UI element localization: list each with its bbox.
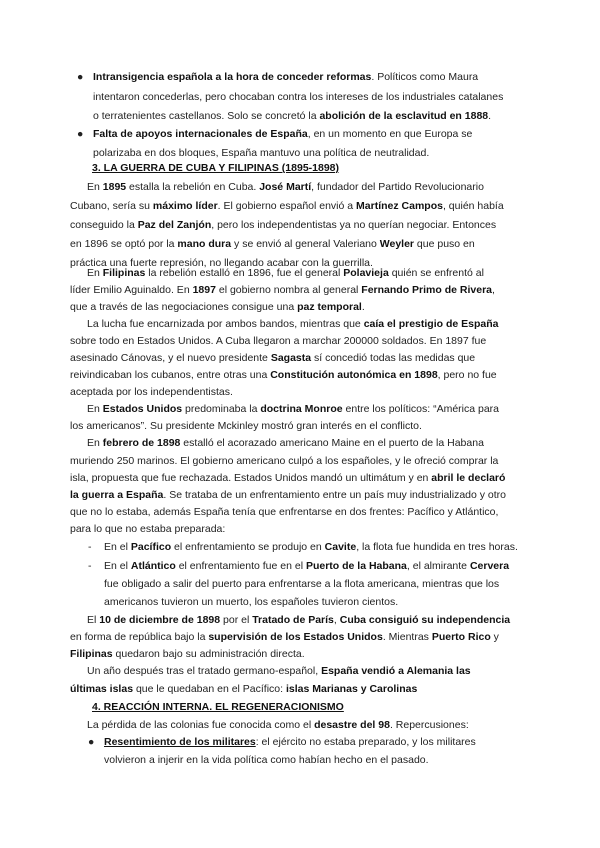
text-run: el gobierno nombra al general	[215, 284, 362, 296]
text-run: Cubano, sería su	[70, 200, 153, 212]
text-run: la rebelión estalló en 1896, fue el general	[145, 267, 344, 279]
bold-text-run: España vendió a Alemania las	[321, 665, 471, 677]
text-run: y se envió al general Valeriano	[231, 238, 380, 250]
bold-text-run: 1895	[102, 181, 127, 193]
bold-text-run: Cervera	[469, 560, 510, 572]
text-run: . El gobierno español envió a	[217, 200, 357, 212]
text-line	[70, 335, 486, 347]
text-run: americanos tuvieron un muerto, los españoles tuvieron cientos.	[104, 596, 399, 608]
bold-text-run: Paz del Zanjón	[137, 219, 212, 231]
text-run: En el	[104, 560, 131, 572]
bold-text-run: Fernando Primo de Rivera	[361, 284, 492, 296]
bold-text-run: supervisión de los Estados Unidos	[208, 631, 383, 643]
bold-text-run: abril le declaró	[431, 472, 506, 484]
bullet-dot-2: ●	[77, 128, 84, 140]
text-run: que a través de las negociaciones consigue una	[70, 301, 298, 313]
text-line	[87, 403, 499, 415]
text-line	[70, 420, 422, 432]
bold-text-run: Cavite	[324, 541, 357, 553]
bullet-dash-1: -	[88, 541, 92, 553]
text-run: estalla la rebelión en Cuba.	[126, 181, 260, 193]
bold-text-run: Intransigencia española a la hora de conceder reformas	[93, 71, 372, 83]
text-line	[70, 472, 505, 484]
text-run: .	[488, 110, 492, 122]
text-run: quedaron bajo su administración directa.	[112, 648, 305, 660]
text-run: , la flota fue hundida en tres horas.	[356, 541, 518, 553]
bold-text-run: José Martí	[259, 181, 312, 193]
text-line	[70, 352, 475, 364]
text-run: que puso en	[414, 238, 475, 250]
text-run: en forma de república bajo la	[70, 631, 209, 643]
bold-text-run: febrero de 1898	[102, 437, 181, 449]
bold-text-run: Polavieja	[343, 267, 389, 279]
section-heading-3: 3. LA GUERRA DE CUBA Y FILIPINAS (1895-1898)	[92, 162, 340, 174]
text-run: polarizaba en dos bloques, España mantuvo una política de neutralidad.	[93, 147, 430, 159]
text-line	[87, 719, 469, 731]
bold-text-run: Resentimiento de los militares	[104, 736, 256, 748]
text-line	[93, 91, 503, 103]
bold-text-run: Martínez Campos	[356, 200, 443, 212]
bold-text-run: abolición de la esclavitud en 1888	[319, 110, 489, 122]
bold-text-run: 1897	[192, 284, 216, 296]
text-run: entre los políticos: “América para	[342, 403, 500, 415]
text-line	[70, 386, 233, 398]
text-line	[93, 128, 472, 140]
bold-text-run: Puerto Rico	[431, 631, 491, 643]
bold-text-run: 10 de diciembre de 1898	[99, 614, 221, 626]
text-run: ,	[492, 284, 495, 296]
text-run: práctica una fuerte represión, no llegando acabar con la guerrilla.	[70, 257, 373, 269]
text-line	[70, 219, 496, 231]
text-run: y	[490, 631, 499, 643]
bold-text-run: desastre del 98	[314, 719, 390, 731]
text-run: En	[87, 403, 103, 415]
text-line	[70, 523, 225, 535]
bullet-dot-3: ●	[88, 736, 95, 748]
bold-text-run: Falta de apoyos internacionales de España	[93, 128, 308, 140]
text-run: fue obligado a salir del puerto para enfrentarse a la flota americana, mientras que los	[104, 578, 500, 590]
text-run: el enfrentamiento fue en el	[175, 560, 306, 572]
text-line	[70, 200, 504, 212]
bold-text-run: Weyler	[379, 238, 415, 250]
text-line	[104, 578, 499, 590]
section-heading-4: 4. REACCIÓN INTERNA. EL REGENERACIONISMO	[92, 701, 344, 713]
bold-text-run: islas Marianas y Carolinas	[285, 683, 418, 695]
text-run: En	[87, 437, 103, 449]
bold-text-run: Pacífico	[130, 541, 172, 553]
bold-text-run: Cuba consiguió su independencia	[339, 614, 511, 626]
text-run: , en un momento en que Europa se	[307, 128, 473, 140]
bold-text-run: máximo líder	[152, 200, 218, 212]
text-line	[104, 736, 476, 748]
text-line	[104, 754, 429, 766]
bullet-dash-2: -	[88, 560, 92, 572]
text-run: , quién había	[442, 200, 504, 212]
text-run: estalló el acorazado americano Maine en el puerto de la Habana	[180, 437, 484, 449]
bold-text-run: Sagasta	[270, 352, 312, 364]
bold-text-run: Estados Unidos	[102, 403, 183, 415]
bold-text-run: mano dura	[177, 238, 232, 250]
text-line	[87, 665, 471, 677]
bold-text-run: caía el prestigio de España	[363, 318, 499, 330]
text-run: asesinado Cánovas, y el nuevo presidente	[70, 352, 271, 364]
text-run: , pero los independentistas ya no querían negociar. Entonces	[211, 219, 497, 231]
text-line	[70, 506, 498, 518]
text-run: sí concedió todas las medidas que	[311, 352, 476, 364]
bullet-dot-1: ●	[77, 71, 84, 83]
text-line	[104, 596, 398, 608]
text-line	[87, 181, 484, 193]
text-run: , fundador del Partido Revolucionario	[311, 181, 484, 193]
bold-text-run: Filipinas	[102, 267, 146, 279]
text-line	[70, 301, 365, 313]
text-run: quién se enfrentó al	[388, 267, 484, 279]
text-run: por el	[220, 614, 253, 626]
text-line	[93, 147, 429, 159]
text-run: El	[87, 614, 100, 626]
text-run: : el ejército no estaba preparado, y los militares	[255, 736, 476, 748]
text-run: predominaba la	[182, 403, 261, 415]
text-run: . Políticos como Maura	[371, 71, 479, 83]
text-line	[93, 71, 478, 83]
text-run: La lucha fue encarnizada por ambos bandos, mientras que	[87, 318, 364, 330]
bold-text-run: paz temporal	[297, 301, 362, 313]
text-line	[87, 318, 499, 330]
text-run: En	[87, 181, 103, 193]
text-run: para lo que no estaba preparada:	[70, 523, 226, 535]
text-run: volvieron a injerir en la vida política como habían hecho en el pasado.	[104, 754, 429, 766]
text-line	[70, 284, 495, 296]
bold-text-run: doctrina Monroe	[260, 403, 343, 415]
text-run: En	[87, 267, 103, 279]
text-line	[70, 631, 499, 643]
text-run: el enfrentamiento se produjo en	[171, 541, 325, 553]
bold-text-run: la guerra a España	[70, 489, 164, 501]
text-line	[104, 560, 509, 572]
text-run: reivindicaban los cubanos, entre otras una	[70, 369, 271, 381]
bold-text-run: Tratado de París	[252, 614, 334, 626]
text-line	[87, 267, 484, 279]
text-run: aceptada por los independentistas.	[70, 386, 233, 398]
text-run: o terratenientes castellanos. Solo se concretó la	[93, 110, 320, 122]
text-line	[70, 683, 417, 695]
text-run: muriendo 250 marinos. El gobierno americano culpó a los españoles, y le ofreció comprar la	[70, 455, 499, 467]
text-line	[70, 455, 498, 467]
text-run: conseguido la	[70, 219, 138, 231]
text-run: sobre todo en Estados Unidos. A Cuba llegaron a marchar 200000 soldados. En 1897 fue	[70, 335, 487, 347]
text-run: que le quedaban en el Pacífico:	[133, 683, 286, 695]
bold-text-run: Puerto de la Habana	[305, 560, 407, 572]
text-run: .	[361, 301, 365, 313]
text-run: , el almirante	[406, 560, 470, 572]
bold-text-run: Constitución autonómica en 1898	[270, 369, 438, 381]
bold-text-run: últimas islas	[70, 683, 134, 695]
bold-text-run: Filipinas	[70, 648, 113, 660]
text-line	[70, 238, 475, 250]
text-line	[87, 437, 484, 449]
text-run: líder Emilio Aguinaldo. En	[70, 284, 193, 296]
text-line	[70, 369, 497, 381]
text-run: los americanos”. Su presidente Mckinley mostró gran interés en el conflicto.	[70, 420, 422, 432]
text-line	[93, 110, 491, 122]
text-run: intentaron concederlas, pero chocaban contra los intereses de los industriales catalanes	[93, 91, 504, 103]
text-run: Un año después tras el tratado germano-español,	[87, 665, 322, 677]
text-run: La pérdida de las colonias fue conocida como el	[87, 719, 315, 731]
text-run: . Mientras	[382, 631, 432, 643]
text-run: isla, propuesta que fue rechazada. Estados Unidos mandó un ultimátum y en	[70, 472, 432, 484]
text-line	[104, 541, 518, 553]
text-run: que no lo estaba, además España tenía que enfrentarse en dos frentes: Pacífico y Atlántico,	[70, 506, 499, 518]
text-run: En el	[104, 541, 131, 553]
text-line	[70, 648, 305, 660]
text-line	[70, 489, 506, 501]
text-run: , pero no fue	[437, 369, 497, 381]
text-run: ,	[333, 614, 340, 626]
text-run: . Se trataba de un enfrentamiento entre un país muy industrializado y otro	[163, 489, 507, 501]
text-run: en 1896 se optó por la	[70, 238, 178, 250]
bold-text-run: Atlántico	[130, 560, 176, 572]
text-line	[87, 614, 510, 626]
text-run: . Repercusiones:	[389, 719, 469, 731]
